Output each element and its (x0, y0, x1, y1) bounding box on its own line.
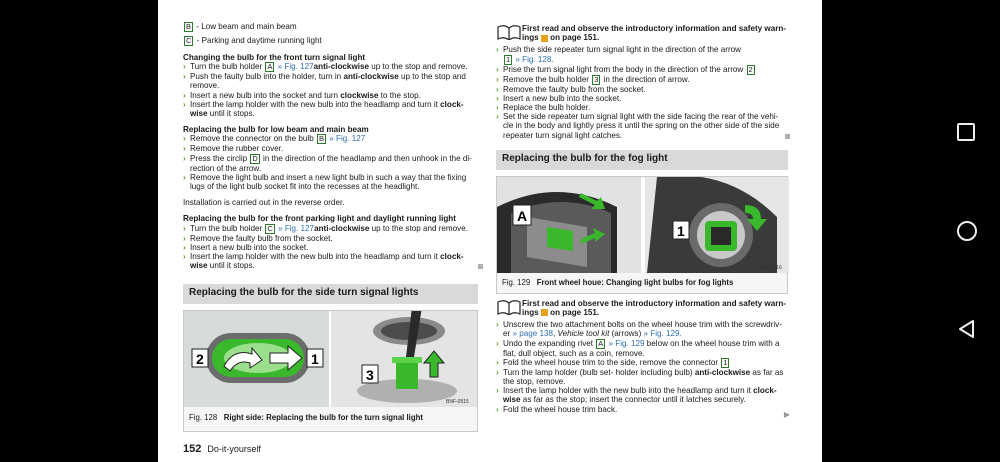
figure-128 (183, 310, 478, 432)
step: › Set the side repeater turn signal light with the side facing the rear of the vehi- cle in the body and lightly press it until the spring on the other side of the side repeater turn signal light catches. (496, 112, 780, 140)
step: › Insert the lamp holder with the new bulb into the headlamp and turn it clock- wise as far as the stop; insert the connector until it latches securely. (496, 386, 777, 405)
fig129-code: BNF-0516 (759, 264, 782, 271)
step: › Unscrew the two attachment bolts on the wheel house trim with the screwdriv- er » page 138, Vehicle tool kit (arrows) » Fig. 129. (496, 320, 782, 339)
step: › Remove the rubber cover. (183, 144, 284, 154)
page-link[interactable]: » page 138 (512, 329, 553, 339)
triangle-back-icon (956, 318, 978, 340)
step: › Push the side repeater turn signal light in the direction of the arrow 1 » Fig. 128. (496, 45, 742, 64)
bulb-c-item: C - Parking and daytime running light (186, 36, 322, 45)
heading-front-turn: Changing the bulb for the front turn signal light (183, 53, 366, 62)
step: › Undo the expanding rivet A » Fig. 129 below on the wheel house trim with a flat, dull object, such as a coin, remove. (496, 338, 780, 358)
back-button[interactable] (956, 318, 978, 345)
warning-icon (541, 309, 548, 316)
book-icon (496, 299, 522, 315)
heading-parking: Replacing the bulb for the front parking light and daylight running light (183, 214, 456, 224)
step: › Insert a new bulb into the socket. (496, 93, 622, 103)
fig128-code: BNF-0515 (446, 399, 469, 406)
right-column (496, 24, 788, 414)
fig128-label-1: 1 (311, 351, 319, 368)
bulb-b-item: B - Low beam and main beam (186, 22, 297, 31)
label-box: C (186, 36, 192, 45)
step: › Turn the bulb holder C » Fig. 127anti-clockwise up to the stop and remove. (183, 223, 468, 233)
figure-128-caption: Fig. 128 Right side: Replacing the bulb for the turn signal light (189, 413, 423, 423)
fig-link[interactable]: » Fig. 127 (329, 134, 366, 144)
step: › Remove the light bulb and insert a new light bulb in such a way that the fixing lugs of the light bulb socket fit into the recesses at the headlight. (183, 172, 467, 192)
left-column (183, 22, 478, 432)
fig-link[interactable]: » Fig. 127 (277, 62, 314, 72)
step: › Remove the bulb holder 3 in the direction of arrow. (496, 74, 690, 84)
step: › Prise the turn signal light from the body in the direction of the arrow 2 (496, 64, 753, 74)
end-marker (785, 134, 790, 139)
step: › Replace the bulb holder. (496, 103, 591, 113)
fig128-label-2: 2 (196, 351, 204, 368)
fig-link[interactable]: » Fig. 129 (608, 338, 645, 348)
end-marker (478, 264, 483, 269)
fig129-label-A: A (517, 207, 528, 224)
step: › Insert the lamp holder with the new bulb into the headlamp and turn it clock- wise until it stops. (183, 252, 464, 271)
step: › Push the faulty bulb into the holder, turn in anti-clockwise up to the stop and remove. (183, 72, 466, 91)
safety-note: First read and observe the introductory information and safety warn- ings on page 151. (496, 24, 788, 42)
step: › Insert a new bulb into the socket and turn clockwise to the stop. (183, 90, 421, 100)
step: › Fold the wheel house trim back. (496, 404, 618, 414)
fig-link[interactable]: » Fig. 129. (643, 329, 682, 339)
step: › Turn the lamp holder (bulb set- holder including bulb) anti-clockwise as far as the stop, remove. (496, 367, 784, 387)
fig-link[interactable]: » Fig. 127 (278, 223, 315, 233)
step: › Press the circlip D in the direction of the headlamp and then unhook in the di- rection of the arrow. (183, 153, 472, 173)
warning-icon (541, 35, 548, 42)
book-icon (496, 24, 522, 40)
step: › Fold the wheel house trim to the side, remove the connector 1 (496, 357, 728, 367)
step: › Insert a new bulb into the socket. (183, 242, 309, 252)
step: › Insert the lamp holder with the new bulb into the headlamp and turn it clock- wise until it stops. (183, 99, 464, 119)
fig-link[interactable]: » Fig. 128. (515, 54, 554, 64)
manual-page (158, 0, 822, 462)
step: › Remove the faulty bulb from the socket. (183, 233, 333, 243)
step: › Remove the faulty bulb from the socket. (496, 84, 646, 94)
fig128-label-3: 3 (366, 367, 374, 384)
recents-button[interactable] (956, 122, 976, 147)
fig129-label-1: 1 (677, 222, 685, 239)
square-icon (956, 122, 976, 142)
step: › Turn the bulb holder A » Fig. 127anti-clockwise up to the stop and remove. (183, 62, 468, 72)
figure-129-caption: Fig. 129 Front wheel houe: Changing light bulbs for fog lights (502, 277, 734, 287)
label-box: B (186, 22, 192, 31)
chapter-title: Do-it-yourself (207, 444, 261, 454)
page-number: 152 (183, 443, 202, 455)
home-button[interactable] (956, 220, 978, 247)
fog-light-illustration (497, 177, 789, 273)
figure-129 (496, 176, 788, 294)
section-title-side-turn: Replacing the bulb for the side turn signal lights (183, 284, 478, 304)
page-footer (183, 443, 261, 455)
turn-signal-illustration (184, 311, 477, 407)
section-title-fog: Replacing the bulb for the fog light (496, 150, 788, 170)
safety-note: First read and observe the introductory information and safety warn- ings on page 151. (496, 299, 788, 317)
reverse-note: Installation is carried out in the reverse order. (183, 198, 345, 208)
heading-low-beam: Replacing the bulb for low beam and main beam (183, 125, 369, 135)
system-navigation-bar (940, 0, 1000, 462)
step: › Remove the connector on the bulb B » Fig. 127 (183, 134, 366, 144)
circle-icon (956, 220, 978, 242)
next-page-arrow-icon[interactable]: ▶ (783, 410, 790, 419)
